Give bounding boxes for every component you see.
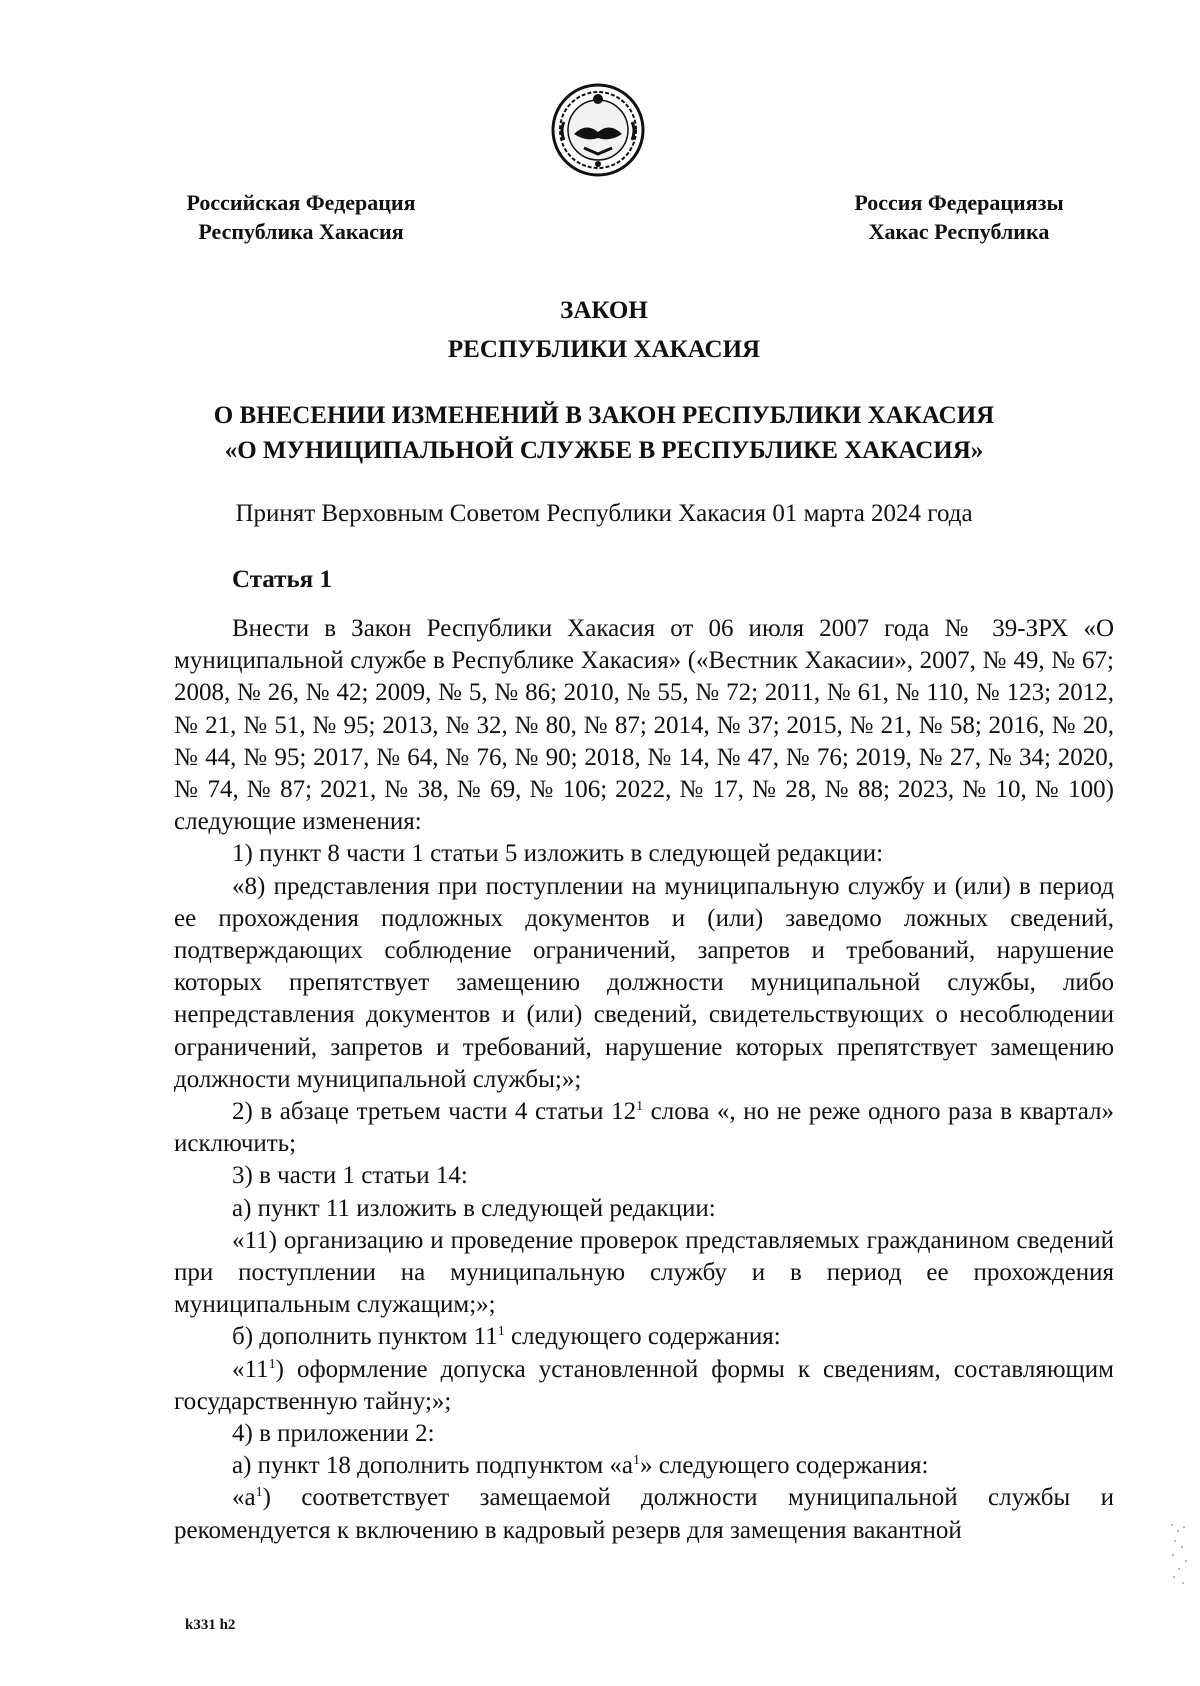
law-subject-line-1: О ВНЕСЕНИИ ИЗМЕНЕНИЙ В ЗАКОН РЕСПУБЛИКИ ХАКАСИЯ: [213, 402, 995, 429]
paragraph-item-4a-text-end: ) соответствует замещаемой должности муниципальной службы и рекомендуется к включению в кадровый резерв для замещения вакантной: [174, 1484, 1114, 1544]
paragraph-item-2-start: 2) в абзаце третьем части 4 статьи 12: [232, 1098, 637, 1126]
paragraph-item-4: 4) в приложении 2:: [232, 1420, 435, 1448]
paragraph-item-4a: [174, 1450, 1114, 1482]
paragraph-item-2-end: слова «, но не реже одного раза в квартал» исключить;: [174, 1098, 1114, 1158]
paragraph-item-2: [174, 1096, 1114, 1160]
superscript: 1: [255, 1485, 263, 1501]
paragraph-item-3b: [174, 1321, 1114, 1353]
law-title-line-1: ЗАКОН: [560, 297, 648, 324]
document-code: k331 h2: [185, 1617, 236, 1633]
paragraph-item-4a-end: » следующего содержания:: [640, 1452, 929, 1480]
header-left-block: [170, 188, 432, 246]
article-body: [174, 613, 1114, 1547]
superscript: 1: [497, 1324, 505, 1340]
article-heading: Статья 1: [232, 566, 332, 593]
superscript: 1: [268, 1356, 276, 1372]
law-title-line-2: РЕСПУБЛИКИ ХАКАСИЯ: [447, 336, 761, 363]
law-title: [0, 291, 1200, 369]
paragraph-item-3b-text: [174, 1354, 1114, 1418]
paragraph-item-3a-text: «11) организацию и проведение проверок представляемых гражданином сведений при поступлении на муниципальную службу и в период ее прохождения муниципальным служащим;»;: [174, 1226, 1114, 1319]
adoption-statement: Принят Верховным Советом Республики Хакасия 01 марта 2024 года: [235, 500, 973, 527]
header-right-country: Россия Федерациязы: [854, 190, 1064, 215]
paragraph-item-3a: а) пункт 11 изложить в следующей редакции:: [232, 1194, 716, 1222]
header-left-republic: Республика Хакасия: [198, 219, 404, 244]
superscript: 1: [633, 1453, 640, 1469]
paragraph-item-3b-text-end: ) оформление допуска установленной формы к сведениям, составляющим государственную тайну;»;: [174, 1355, 1114, 1415]
paragraph-item-1: 1) пункт 8 части 1 статьи 5 изложить в следующей редакции:: [232, 840, 884, 868]
paragraph-item-3b-end: следующего содержания:: [504, 1323, 781, 1351]
coat-of-arms-emblem: [550, 82, 646, 178]
scan-artifact: [1168, 1520, 1192, 1590]
paragraph-item-3b-start: б) дополнить пунктом 11: [232, 1323, 498, 1351]
paragraph-item-4a-text: [174, 1482, 1114, 1546]
law-subject: [0, 398, 1200, 468]
paragraph-item-4a-text-start: «а: [232, 1484, 256, 1512]
paragraph-item-4a-start: а) пункт 18 дополнить подпунктом «а: [232, 1452, 633, 1480]
paragraph-item-3: 3) в части 1 статьи 14:: [232, 1162, 468, 1190]
paragraph-item-3b-text-start: «11: [232, 1355, 269, 1383]
law-subject-line-2: «О МУНИЦИПАЛЬНОЙ СЛУЖБЕ В РЕСПУБЛИКЕ ХАКАСИЯ»: [224, 437, 984, 464]
superscript: 1: [636, 1099, 644, 1115]
header-right-republic: Хакас Республика: [868, 219, 1050, 244]
header-left-country: Российская Федерация: [186, 190, 416, 215]
paragraph-intro: Внести в Закон Республики Хакасия от 06 июля 2007 года № 39-ЗРХ «О муниципальной службе в Республике Хакасия» («Вестник Хакасии», 2007, № 49, № 67; 2008, № 26, № 42; 2009, № 5, № 86; 2010, № 55, № 72; 2011, № 61, № 110, № 123; 2012, № 21, № 51, № 95; 2013, № 32, № 80, № 87; 2014, № 37; 2015, № 21, № 58; 2016, № 20, № 44, № 95; 2017, № 64, № 76, № 90; 2018, № 14, № 47, № 76; 2019, № 27, № 34; 2020, № 74, № 87; 2021, № 38, № 69, № 106; 2022, № 17, № 28, № 88; 2023, № 10, № 100) следующие изменения:: [174, 615, 1114, 836]
header-right-block: [834, 188, 1084, 246]
paragraph-item-1-text: «8) представления при поступлении на муниципальную службу и (или) в период ее прохождения подложных документов и (или) заведомо ложных сведений, подтверждающих соблюдение ограничений, запретов и требований, нарушение которых препятствует замещению должности муниципальной службы, либо непредставления документов и (или) сведений, свидетельствующих о несоблюдении ограничений, запретов и требований, нарушение которых препятствует замещению должности муниципальной службы;»;: [174, 872, 1114, 1093]
